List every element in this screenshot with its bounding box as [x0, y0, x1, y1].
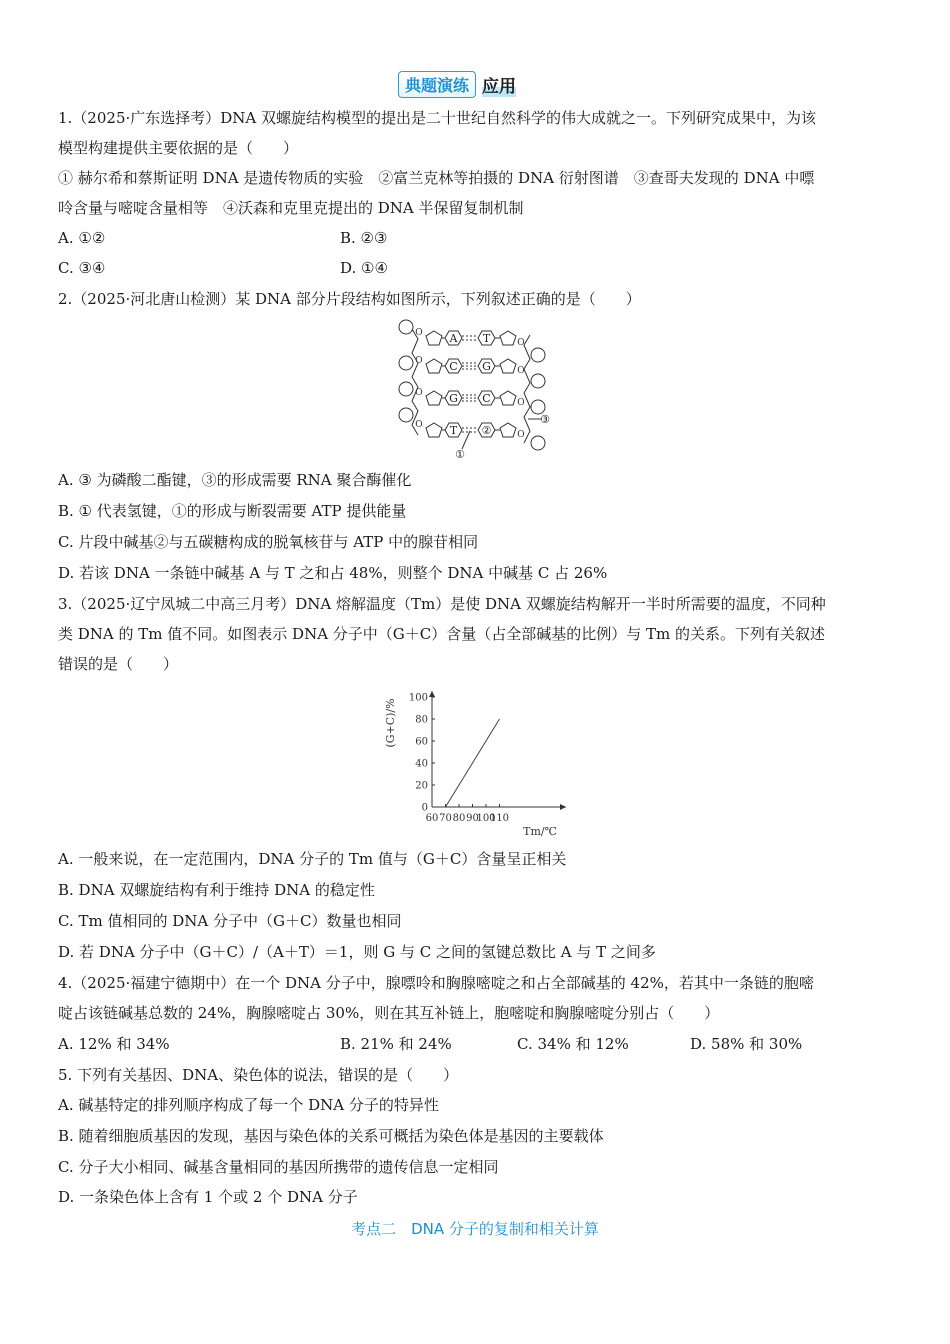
sugar-pentagon [500, 423, 516, 437]
q2-stem: 2.（2025·河北唐山检测）某 DNA 部分片段结构如图所示，下列叙述正确的是（ ） [58, 290, 641, 308]
right-backbone [524, 335, 530, 443]
sugar-pentagon [426, 331, 442, 345]
q2-option-d: D. 若该 DNA 一条链中碱基 A 与 T 之和占 48%，则整个 DNA 中碱基 C 占 26% [58, 564, 608, 582]
q4-stem-line2: 啶占该链碱基总数的 24%，胸腺嘧啶占 30%，则在其互补链上，胞嘧啶和胸腺嘧啶分别占（ ） [58, 1004, 720, 1022]
q5-option-c: C. 分子大小相同、碱基含量相同的基因所携带的遗传信息一定相同 [58, 1158, 499, 1176]
phosphate-circle [531, 374, 545, 388]
q5-stem: 5. 下列有关基因、DNA、染色体的说法，错误的是（ ） [58, 1066, 459, 1084]
o-mark: O [517, 338, 525, 348]
q3-option-b: B. DNA 双螺旋结构有利于维持 DNA 的稳定性 [58, 881, 375, 899]
phosphate-circle [399, 382, 413, 396]
phosphate-circle [399, 320, 413, 334]
o-mark: O [517, 366, 525, 376]
section-banner [398, 70, 516, 98]
q2-option-c: C. 片段中碱基②与五碳糖构成的脱氧核苷与 ATP 中的腺苷相同 [58, 533, 479, 551]
base-label-left: A [449, 332, 458, 345]
label-3: ③ [540, 413, 550, 426]
sugar-pentagon [500, 391, 516, 405]
base-label-right: C [482, 392, 491, 405]
x-tick-label: 100 [476, 813, 496, 824]
q1-option-a: A. ①② [58, 229, 106, 247]
x-tick-label: 80 [452, 813, 466, 824]
q5-option-d: D. 一条染色体上含有 1 个或 2 个 DNA 分子 [58, 1188, 358, 1206]
y-tick-label: 40 [415, 758, 428, 770]
base-label-left: G [449, 392, 458, 405]
y-tick-label: 0 [421, 802, 428, 814]
dna-structure-diagram [390, 315, 560, 463]
q4-option-c: C. 34% 和 12% [517, 1035, 629, 1053]
sugar-pentagon [426, 391, 442, 405]
base-label-left: C [449, 360, 458, 373]
q1-items-line2: 呤含量与嘧啶含量相等 ④沃森和克里克提出的 DNA 半保留复制机制 [58, 199, 524, 217]
q5-option-a: A. 碱基特定的排列顺序构成了每一个 DNA 分子的特异性 [58, 1096, 439, 1114]
section-heading-footer: 考点二 DNA 分子的复制和相关计算 [351, 1220, 599, 1238]
chart-xlabel: Tm/℃ [523, 825, 557, 838]
banner-title: 典题演练 [398, 71, 476, 98]
x-axis-arrow [560, 804, 566, 810]
o-mark: O [415, 328, 423, 338]
q3-stem-line3: 错误的是（ ） [58, 655, 179, 673]
phosphate-circle [531, 400, 545, 414]
o-mark: O [517, 430, 525, 440]
y-tick-label: 100 [408, 692, 428, 704]
base-label-left: T [449, 424, 458, 437]
y-axis-arrow [429, 691, 435, 697]
q3-stem-line1: 3.（2025·辽宁凤城二中高三月考）DNA 熔解温度（Tm）是使 DNA 双螺旋结构解开一半时所需要的温度，不同种 [58, 595, 826, 613]
o-mark: O [415, 420, 423, 430]
q4-option-d: D. 58% 和 30% [690, 1035, 803, 1053]
y-tick-label: 80 [415, 714, 428, 726]
q5-option-b: B. 随着细胞质基因的发现，基因与染色体的关系可概括为染色体是基因的主要载体 [58, 1127, 604, 1145]
q4-option-a: A. 12% 和 34% [58, 1035, 170, 1053]
q3-option-d: D. 若 DNA 分子中（G＋C）/（A＋T）＝1，则 G 与 C 之间的氢键总数比 A 与 T 之间多 [58, 943, 656, 961]
banner-suffix: 应用 [482, 72, 516, 97]
q3-stem-line2: 类 DNA 的 Tm 值不同。如图表示 DNA 分子中（G＋C）含量（占全部碱基的比例）与 Tm 的关系。下列有关叙述 [58, 625, 826, 643]
q4-stem-line1: 4.（2025·福建宁德期中）在一个 DNA 分子中，腺嘌呤和胸腺嘧啶之和占全部碱基的 42%，若其中一条链的胞嘧 [58, 974, 814, 992]
x-tick-label: 110 [489, 813, 510, 824]
y-tick-label: 60 [415, 736, 428, 748]
x-tick-label: 60 [425, 813, 439, 824]
y-tick-label: 20 [415, 780, 428, 792]
x-tick-label: 90 [466, 813, 479, 824]
series-line [446, 719, 500, 807]
o-mark: O [415, 356, 423, 366]
phosphate-circle [399, 356, 413, 370]
q1-option-c: C. ③④ [58, 259, 106, 277]
label-1: ① [455, 448, 465, 461]
o-mark: O [415, 388, 423, 398]
q1-option-d: D. ①④ [340, 259, 388, 277]
o-mark: O [517, 398, 525, 408]
sugar-pentagon [500, 331, 516, 345]
sugar-pentagon [426, 423, 442, 437]
q3-option-c: C. Tm 值相同的 DNA 分子中（G＋C）数量也相同 [58, 912, 402, 930]
q2-option-a: A. ③ 为磷酸二酯键，③的形成需要 RNA 聚合酶催化 [58, 471, 412, 489]
q1-items-line1: ① 赫尔希和蔡斯证明 DNA 是遗传物质的实验 ②富兰克林等拍摄的 DNA 衍射图谱 ③查哥夫发现的 DNA 中嘌 [58, 169, 815, 187]
q2-option-b: B. ① 代表氢键，①的形成与断裂需要 ATP 提供能量 [58, 502, 407, 520]
phosphate-circle [531, 436, 545, 450]
phosphate-circle [531, 348, 545, 362]
q3-option-a: A. 一般来说，在一定范围内，DNA 分子的 Tm 值与（G＋C）含量呈正相关 [58, 850, 567, 868]
chart-ylabel: (G+C)/% [384, 698, 397, 748]
base-label-right: ② [481, 424, 492, 437]
sugar-pentagon [500, 359, 516, 373]
base-label-right: G [482, 360, 491, 373]
q1-option-b: B. ②③ [340, 229, 388, 247]
q4-option-b: B. 21% 和 24% [340, 1035, 452, 1053]
q1-stem-line1: 1.（2025·广东选择考）DNA 双螺旋结构模型的提出是二十世纪自然科学的伟大成就之一。下列研究成果中，为该 [58, 109, 817, 127]
x-tick-label: 70 [439, 813, 452, 824]
sugar-pentagon [426, 359, 442, 373]
q1-stem-line2: 模型构建提供主要依据的是（ ） [58, 139, 299, 157]
base-label-right: T [482, 332, 491, 345]
tm-gc-chart [380, 683, 580, 843]
phosphate-circle [399, 408, 413, 422]
